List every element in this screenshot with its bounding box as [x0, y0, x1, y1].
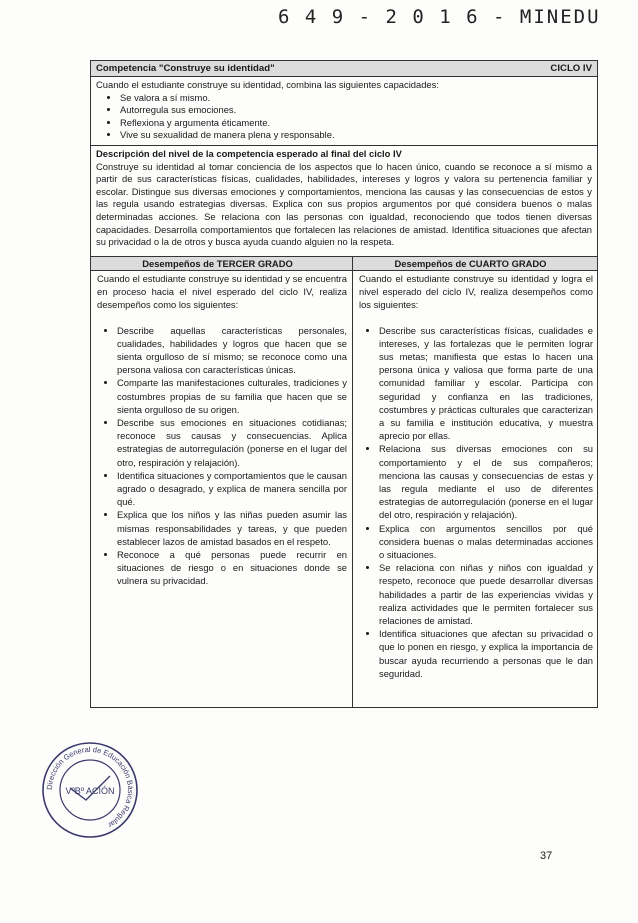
page-number: 37 — [540, 850, 553, 862]
list-item: • Identifica situaciones y comportamientos que le causan agrado o desagrado, y explica de manera sencilla por qué. — [117, 469, 347, 509]
capacity-item: • Se valora a sí mismo. — [120, 92, 592, 105]
capacities-box — [91, 77, 597, 146]
seal-ring-text: Dirección General de Educación Básica Regular — [44, 744, 136, 830]
fourth-grade-intro: Cuando el estudiante construye su identidad y logra el nivel esperado del ciclo IV, realiza desempeños como los siguientes: — [359, 273, 593, 311]
description-box — [91, 146, 597, 257]
third-grade-intro: Cuando el estudiante construye su identidad y se encuentra en proceso hacia el nivel esperado del ciclo IV, realiza desempeños como los siguientes: — [97, 273, 347, 311]
list-item: • Describe sus emociones en situaciones cotidianas; reconoce sus causas y consecuencias. Aplica estrategias de autorregulación (ponerse en el lugar del otro, respiración y relajación). — [117, 416, 347, 469]
seal-center-text: VºBº ACIÓN — [65, 786, 115, 796]
fourth-grade-list — [359, 324, 593, 680]
competency-title: Competencia "Construye su identidad" — [96, 63, 275, 74]
description-title: Descripción del nivel de la competencia esperado al final del ciclo IV — [96, 148, 402, 159]
list-item: • Identifica situaciones que afectan su privacidad o que lo ponen en riesgo, y explica la importancia de buscar ayuda recurriendo a personas que le dan seguridad. — [379, 627, 593, 680]
fourth-grade-header: Desempeños de CUARTO GRADO — [394, 258, 547, 269]
list-item: • Describe aquellas características personales, cualidades, habilidades y logros que hacen que se sienta orgulloso de sí mismo; se reconoce como una persona valiosa con características únicas. — [117, 324, 347, 377]
document-stamp: 6 4 9 - 2 0 1 6 - MINEDU — [278, 6, 601, 28]
list-item: • Se relaciona con niñas y niños con igualdad y respeto, reconoce que puede desarrollar diversas habilidades a partir de las experiencias vividas y realiza actividades que le permiten fortalecer sus relaciones de amistad. — [379, 561, 593, 627]
list-item: • Explica que los niños y las niñas pueden asumir las mismas responsabilidades y tareas, y que pueden establecer lazos de amistad basados en el respeto. — [117, 508, 347, 548]
capacity-item: • Autorregula sus emociones. — [120, 104, 592, 117]
official-seal — [40, 740, 140, 840]
capacity-item: • Reflexiona y argumenta éticamente. — [120, 117, 592, 130]
capacity-item: • Vive su sexualidad de manera plena y responsable. — [120, 129, 592, 142]
list-item: • Reconoce a qué personas puede recurrir en situaciones de riesgo o en situaciones donde se vulnera su privacidad. — [117, 548, 347, 588]
third-grade-list — [97, 324, 347, 588]
cycle-label: CICLO IV — [550, 63, 592, 74]
capacities-intro: Cuando el estudiante construye su identidad, combina las siguientes capacidades: — [96, 79, 439, 90]
grade-columns-header — [91, 257, 597, 271]
list-item: • Relaciona sus diversas emociones con su comportamiento y el de sus compañeros; menciona las causas y consecuencias de estas y las regula mediante el uso de diferentes estrategias de autorregulación (ponerse en el lugar del otro, respiración y relajación). — [379, 442, 593, 521]
competency-header — [91, 61, 597, 77]
list-item: • Explica con argumentos sencillos por qué considera buenas o malas determinadas acciones o situaciones. — [379, 522, 593, 562]
column-divider — [352, 257, 353, 707]
list-item: • Describe sus características físicas, cualidades e intereses, y las fortalezas que le permiten lograr sus metas; manifiesta que estas lo hacen una persona única y valiosa que forma parte de una comunidad familiar y escolar. Participa con seguridad y confianza en las tradiciones, costumbres y prácticas culturales que caracterizan a su familia e institución educativa, y muestra aprecio por ellas. — [379, 324, 593, 443]
description-text: Construye su identidad al tomar conciencia de los aspectos que lo hacen único, cuando se reconoce a sí mismo a partir de sus características físicas, cualidades, habilidades, intereses y logros y valora su pertenencia familiar y escolar. Distingue sus diversas emociones y comportamientos, menciona las causas y las consecuencias de estos y las regula usando estrategias diversas. Explica con sus propios argumentos por qué considera buenos o malas determinadas acciones. Se relaciona con las personas con igualdad, reconociendo que todos tienen diversas capacidades. Desarrolla comportamientos que fortalecen las relaciones de amistad. Identifica situaciones que afectan su privacidad o la de otros y busca ayuda cuando alguien no la respeta. — [96, 160, 592, 248]
seal-graphic — [40, 740, 140, 840]
capacities-list — [96, 92, 592, 142]
competency-table — [90, 60, 598, 708]
fourth-grade-column — [359, 272, 593, 680]
third-grade-column — [97, 272, 347, 588]
third-grade-header: Desempeños de TERCER GRADO — [142, 258, 293, 269]
list-item: • Comparte las manifestaciones culturales, tradiciones y costumbres propias de su familia que hacen que se sienta orgulloso de su origen. — [117, 376, 347, 416]
